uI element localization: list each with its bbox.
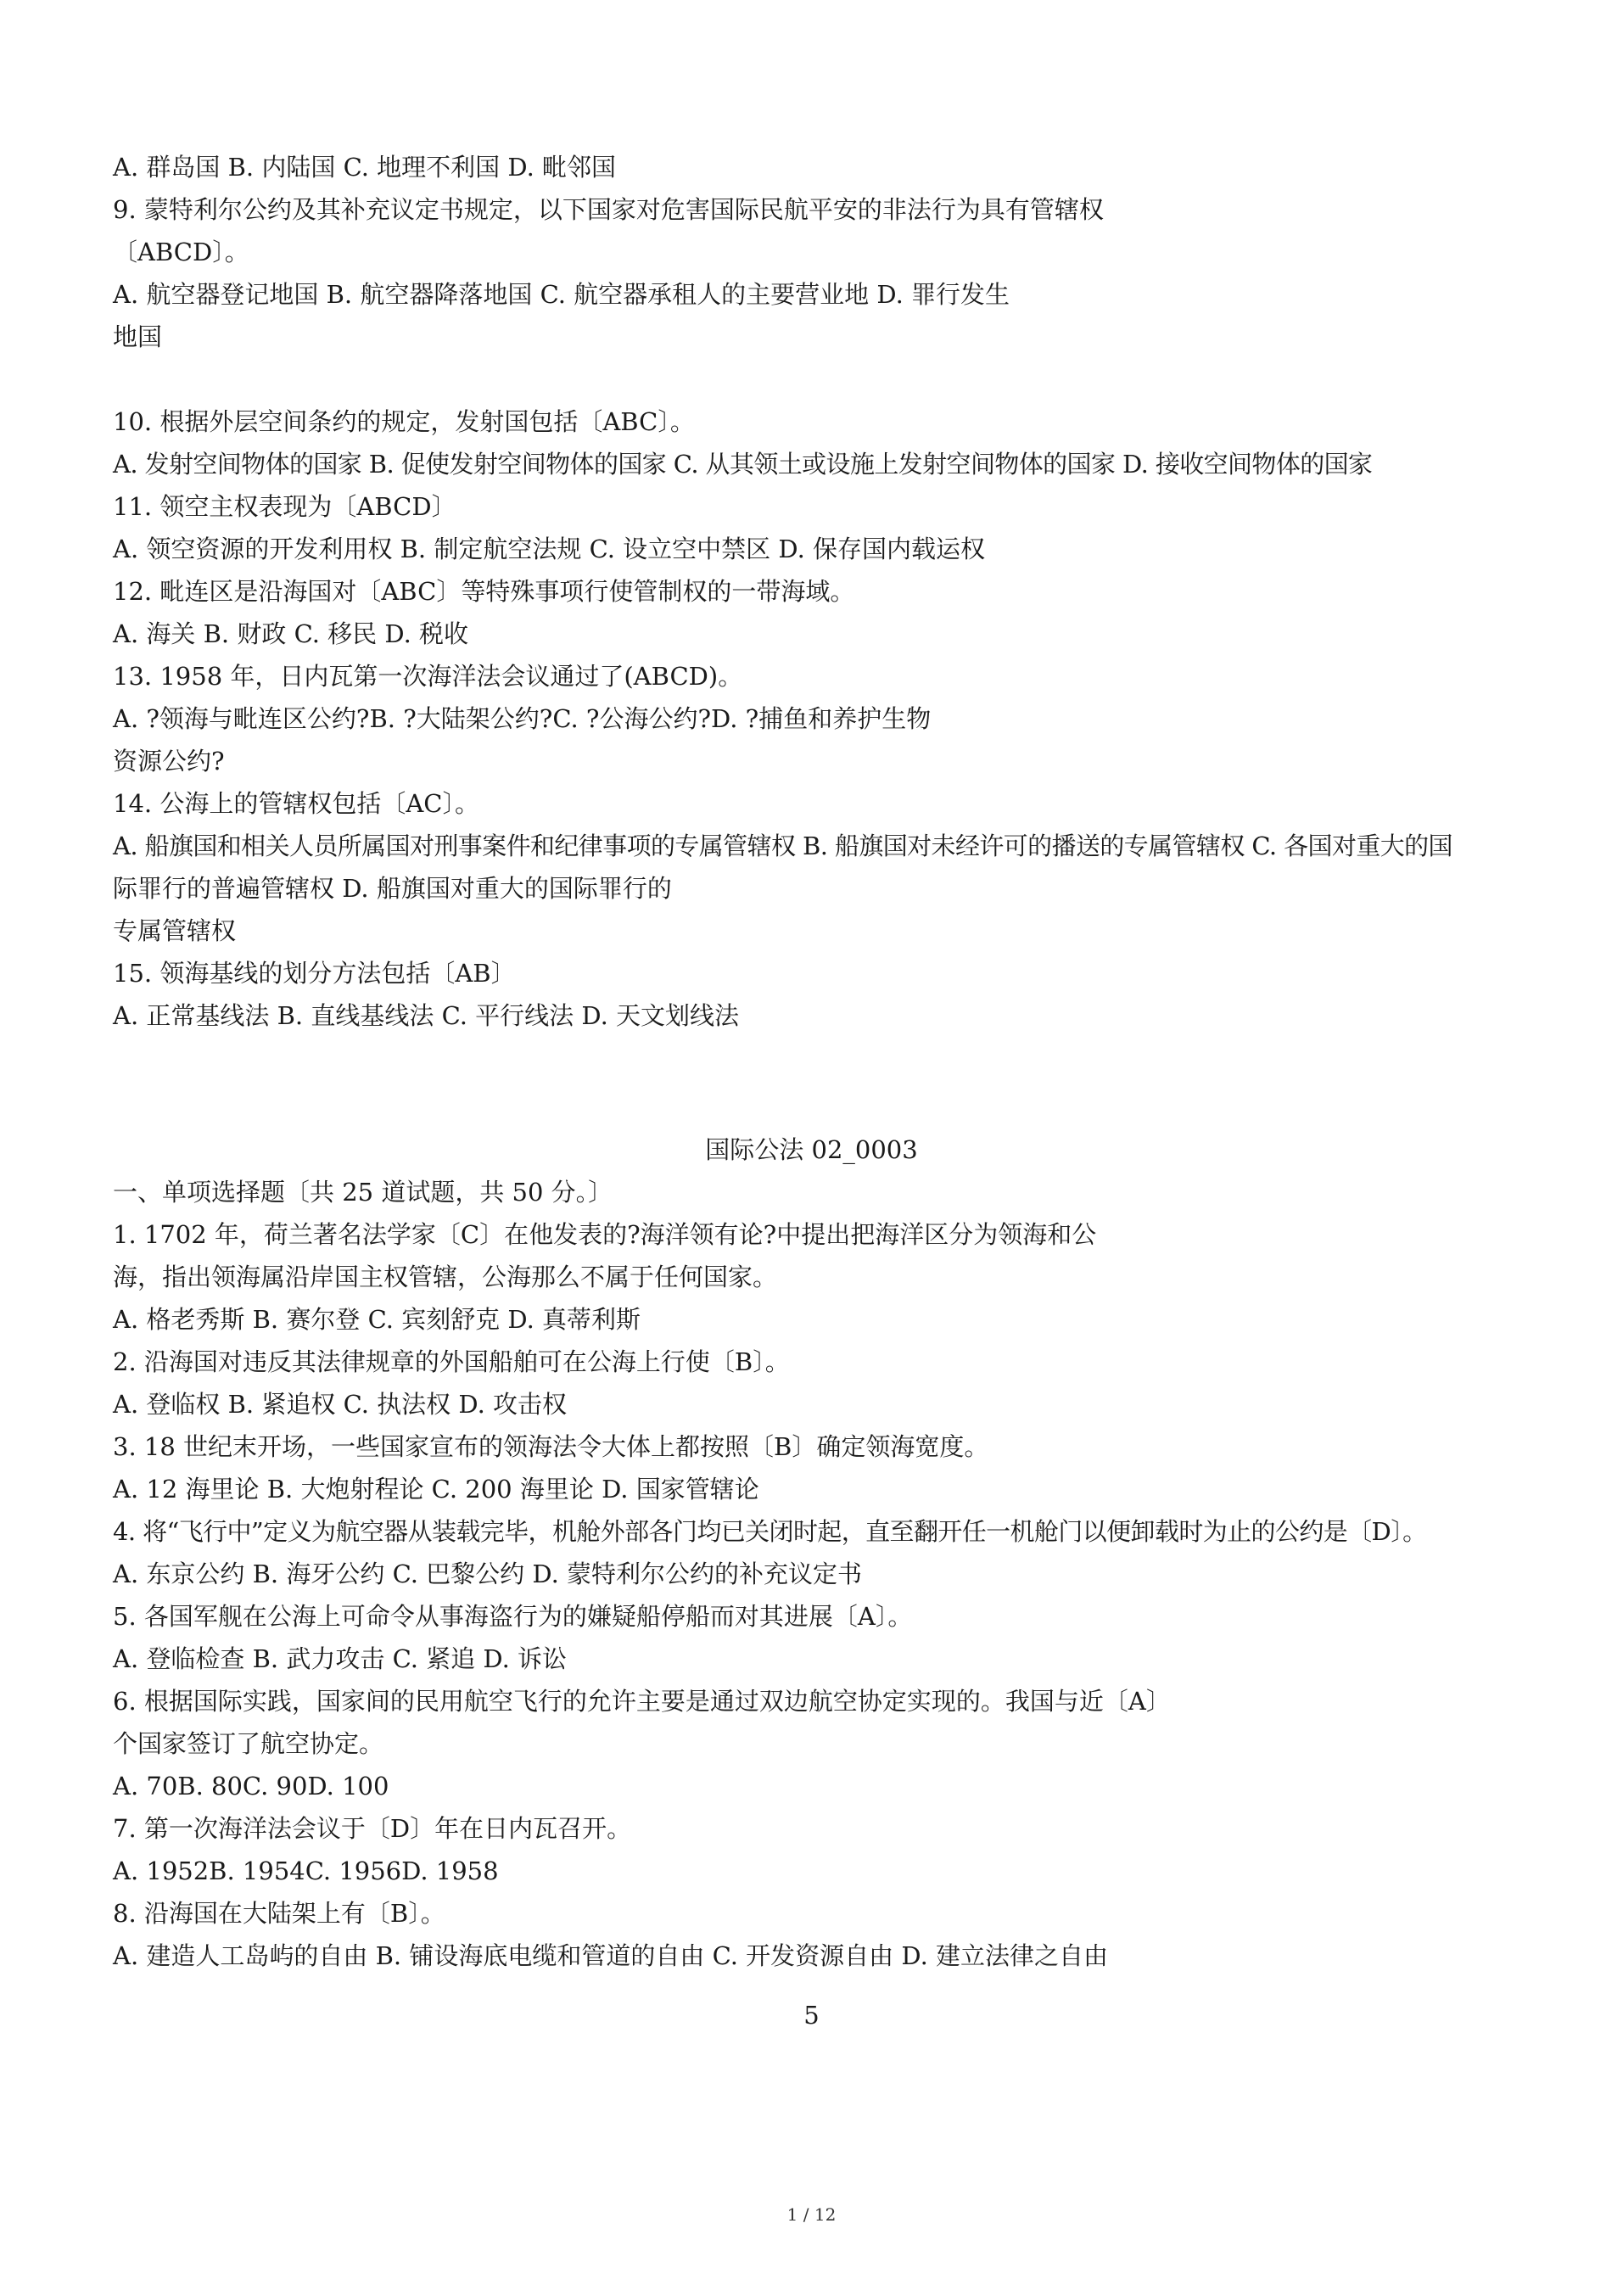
text-line: A. 70B. 80C. 90D. 100: [113, 1772, 389, 1800]
text-line: 〔ABCD〕。: [113, 238, 249, 266]
text-line: A. 登临权 B. 紧追权 C. 执法权 D. 攻击权: [113, 1390, 568, 1419]
text-line: A. 建造人工岛屿的自由 B. 铺设海底电缆和管道的自由 C. 开发资源自由 D. 建立法律之自由: [113, 1941, 1109, 1970]
text-line: 资源公约?: [113, 747, 225, 776]
text-line: A. 领空资源的开发利用权 B. 制定航空法规 C. 设立空中禁区 D. 保存国内载运权: [113, 535, 986, 563]
text-line: 10. 根据外层空间条约的规定，发射国包括〔ABC〕。: [113, 407, 695, 436]
text-line: A. 12 海里论 B. 大炮射程论 C. 200 海里论 D. 国家管辖论: [113, 1475, 759, 1504]
text-line: 15. 领海基线的划分方法包括〔AB〕: [113, 959, 516, 988]
text-line: A. 群岛国 B. 内陆国 C. 地理不利国 D. 毗邻国: [113, 153, 617, 182]
text-line: A. 海关 B. 财政 C. 移民 D. 税收: [113, 619, 469, 648]
text-line: 6. 根据国际实践，国家间的民用航空飞行的允许主要是通过双边航空协定实现的。我国与近〔A〕: [113, 1687, 1171, 1716]
section-title: 国际公法 02_0003: [705, 1135, 918, 1164]
page-number: 5: [803, 2001, 820, 2030]
text-line: 1. 1702 年，荷兰著名法学家〔C〕在他发表的?海洋领有论?中提出把海洋区分为领海和公: [113, 1220, 1097, 1249]
text-line: A. 登临检查 B. 武力攻击 C. 紧追 D. 诉讼: [113, 1644, 568, 1673]
text-line: A. 船旗国和相关人员所属国对刑事案件和纪律事项的专属管辖权 B. 船旗国对未经许可的播送的专属管辖权 C. 各国对重大的国: [113, 832, 1452, 860]
text-line: 海，指出领海属沿岸国主权管辖，公海那么不属于任何国家。: [113, 1263, 778, 1291]
text-line: 个国家签订了航空协定。: [113, 1729, 384, 1758]
text-line: A. 正常基线法 B. 直线基线法 C. 平行线法 D. 天文划线法: [113, 1001, 740, 1030]
text-line: 7. 第一次海洋法会议于〔D〕年在日内瓦召开。: [113, 1814, 632, 1843]
text-line: 2. 沿海国对违反其法律规章的外国船舶可在公海上行使〔B〕。: [113, 1347, 790, 1376]
question-block-2: [113, 1171, 1598, 1977]
text-line: A. 东京公约 B. 海牙公约 C. 巴黎公约 D. 蒙特利尔公约的补充议定书: [113, 1560, 863, 1588]
text-line: 4. 将“飞行中”定义为航空器从装载完毕，机舱外部各门均已关闭时起，直至翻开任一机舱门以便卸载时为止的公约是〔D〕。: [113, 1517, 1427, 1546]
text-line: 5. 各国军舰在公海上可命令从事海盗行为的嫌疑船停船而对其进展〔A〕。: [113, 1602, 913, 1631]
question-block-1: [113, 146, 1598, 1037]
text-line: 11. 领空主权表现为〔ABCD〕: [113, 492, 456, 521]
text-line: A. 格老秀斯 B. 赛尔登 C. 宾刻舒克 D. 真蒂利斯: [113, 1305, 641, 1334]
text-line: A. 发射空间物体的国家 B. 促使发射空间物体的国家 C. 从其领土或设施上发射空间物体的国家 D. 接收空间物体的国家: [113, 450, 1373, 479]
text-line: A. ?领海与毗连区公约?B. ?大陆架公约?C. ?公海公约?D. ?捕鱼和养护生物: [113, 704, 932, 733]
text-line: 9. 蒙特利尔公约及其补充议定书规定，以下国家对危害国际民航平安的非法行为具有管辖权: [113, 195, 1104, 224]
text-line: 地国: [113, 322, 163, 351]
text-line: 14. 公海上的管辖权包括〔AC〕。: [113, 789, 479, 818]
section-heading: 一、单项选择题〔共 25 道试题，共 50 分。〕: [113, 1178, 613, 1207]
text-line: A. 航空器登记地国 B. 航空器降落地国 C. 航空器承租人的主要营业地 D. 罪行发生: [113, 280, 1010, 309]
text-line: 8. 沿海国在大陆架上有〔B〕。: [113, 1899, 445, 1928]
text-line: 3. 18 世纪末开场，一些国家宣布的领海法令大体上都按照〔B〕确定领海宽度。: [113, 1432, 989, 1461]
text-line: 专属管辖权: [113, 916, 237, 945]
text-line: 际罪行的普遍管辖权 D. 船旗国对重大的国际罪行的: [113, 874, 672, 903]
text-line: A. 1952B. 1954C. 1956D. 1958: [113, 1856, 499, 1885]
text-line: 13. 1958 年，日内瓦第一次海洋法会议通过了(ABCD)。: [113, 662, 743, 691]
text-line: 12. 毗连区是沿海国对〔ABC〕等特殊事项行使管制权的一带海域。: [113, 577, 855, 606]
footer-pagination: 1 / 12: [786, 2204, 837, 2225]
blank-line: [113, 358, 1598, 400]
